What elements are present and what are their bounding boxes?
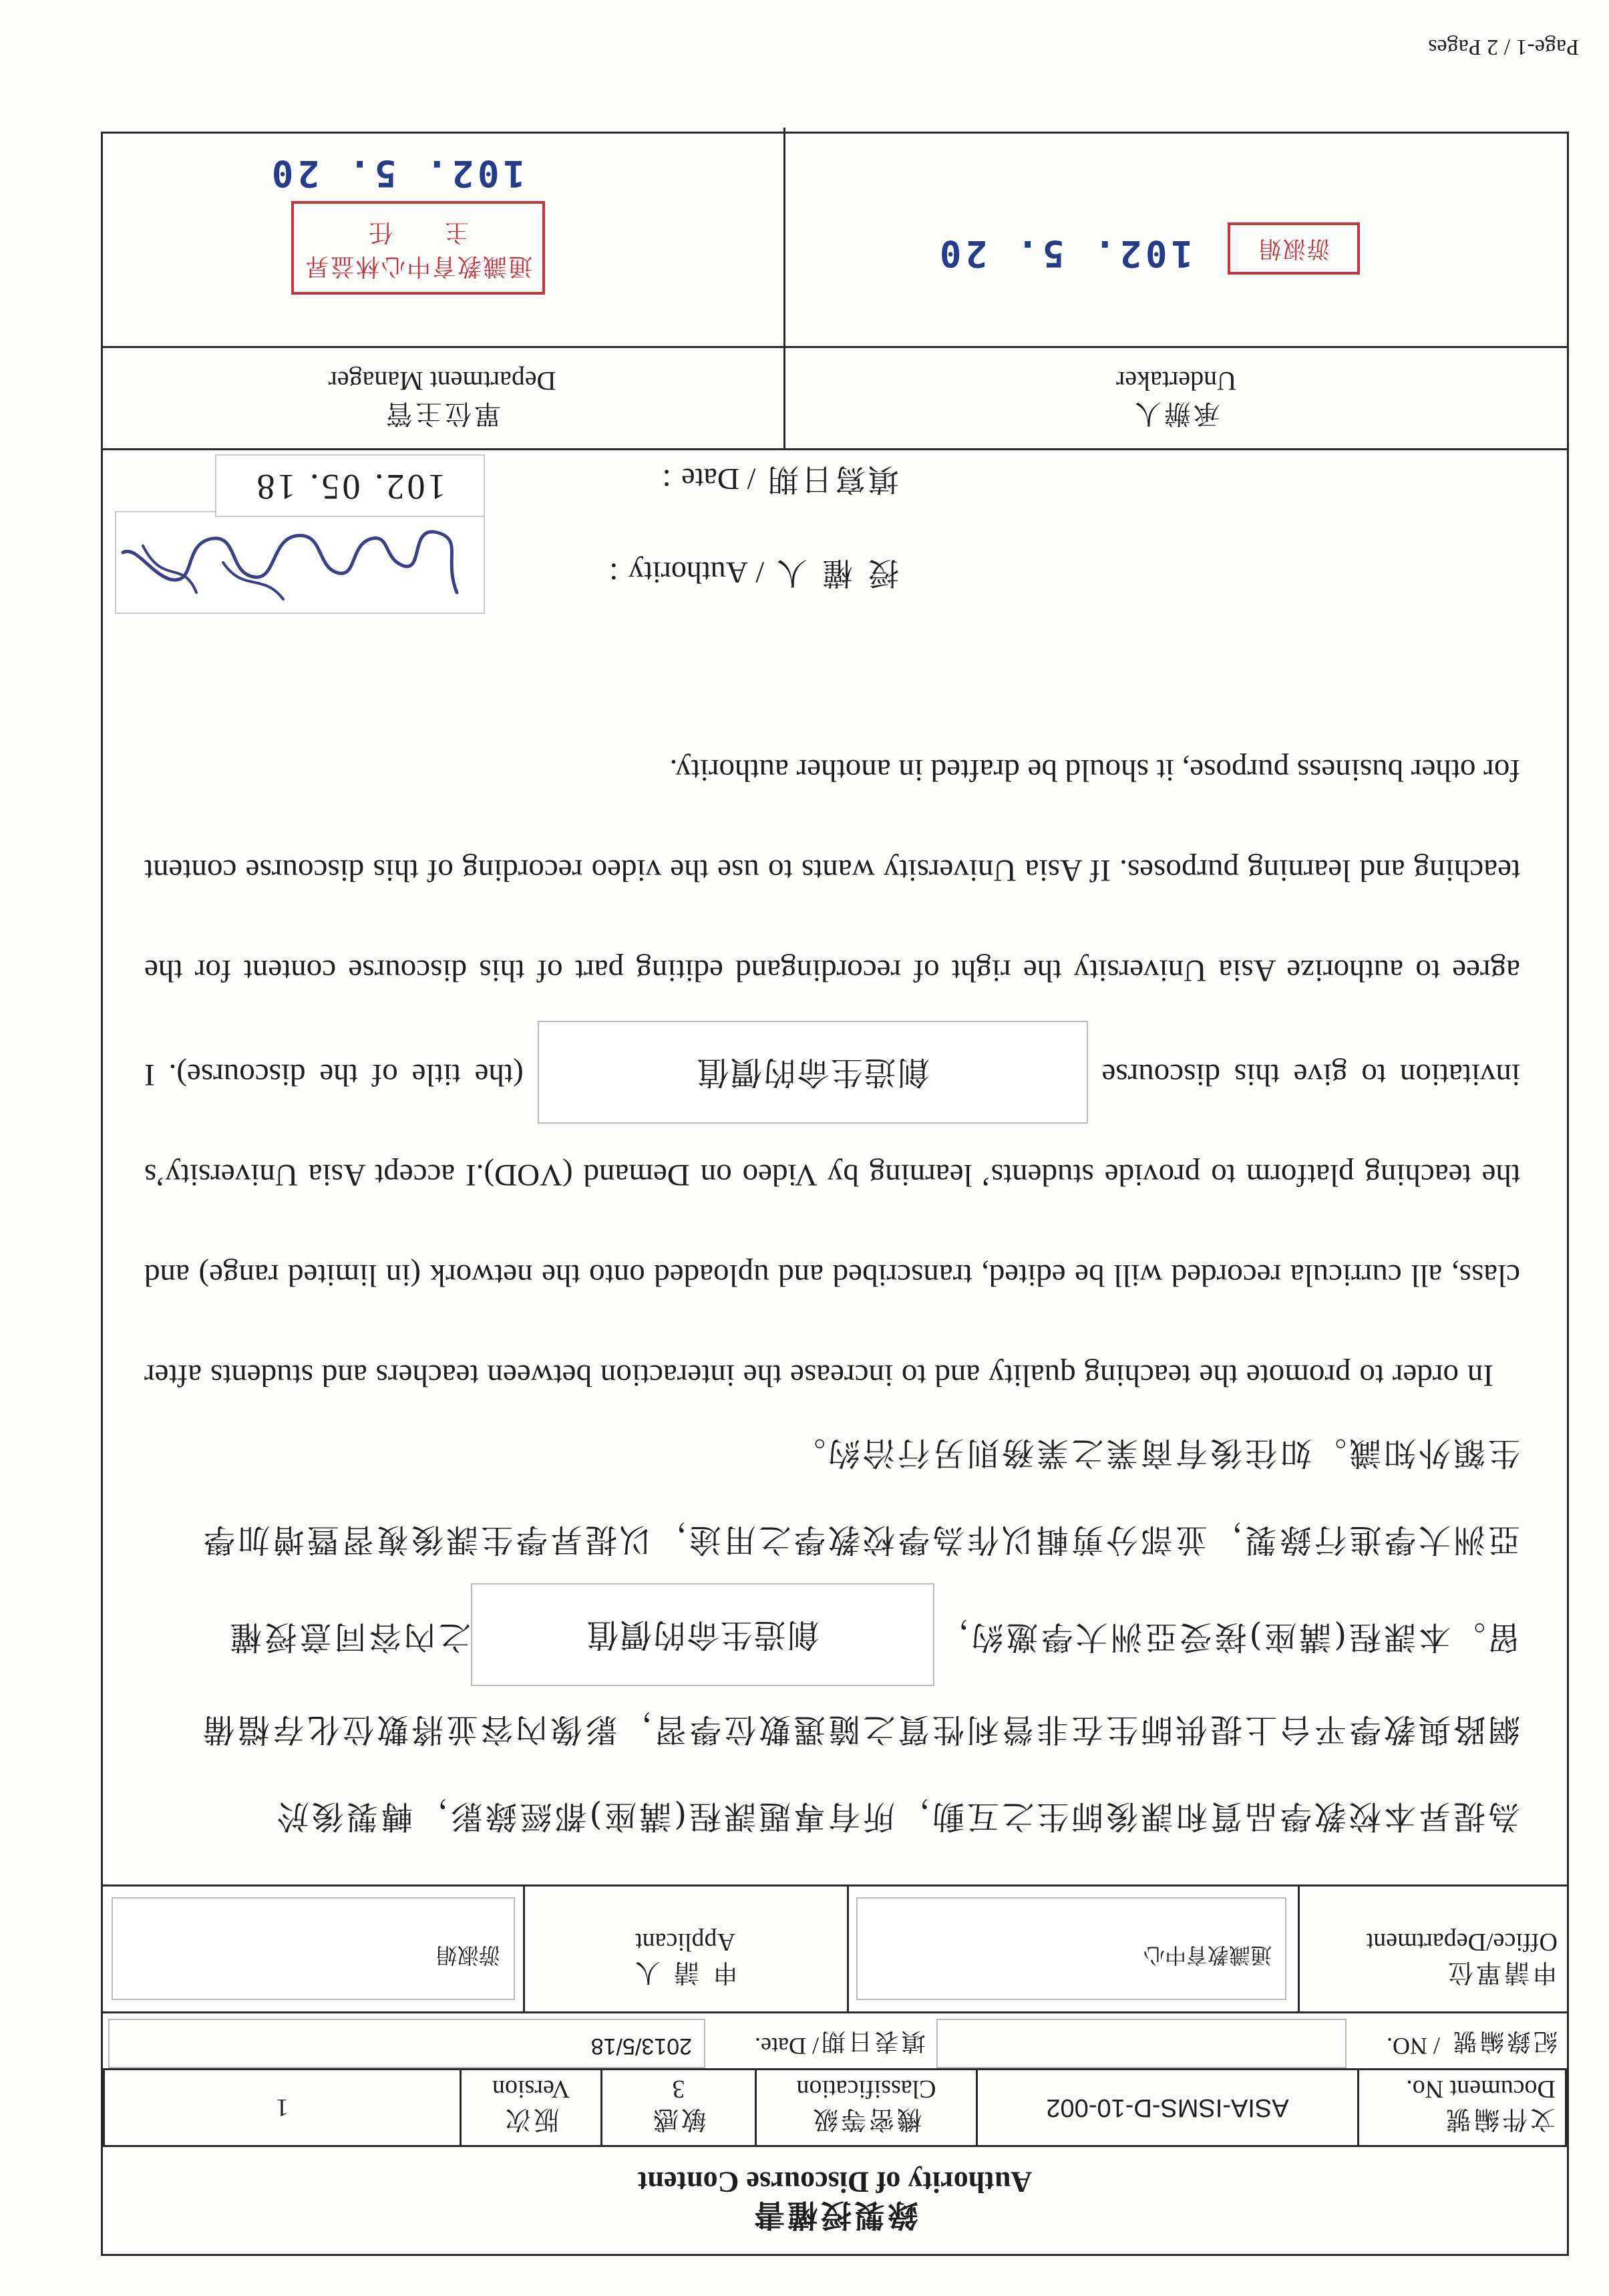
handwritten-signature-icon — [116, 512, 484, 613]
form-date-label-en: / Date. — [755, 2033, 819, 2060]
record-no-field[interactable] — [936, 2019, 1347, 2068]
classification-value: 敏感 3 — [602, 2070, 756, 2146]
doc-no-label: 文件編號 Document No. — [1359, 2070, 1566, 2146]
body-zh-line1: 為提昇本校教學品質和課後師生之互動，所有專題課程(講座)都經錄影，轉製後於 — [274, 1798, 1520, 1835]
record-no-label-zh: 紀錄編號 — [1450, 2027, 1558, 2055]
manager-stamp: 通識教育中心林益昇 主 任 — [291, 201, 545, 295]
undertaker-label: 承辦人 Undertaker — [1116, 366, 1236, 429]
office-label: 申請單位 Office/Department — [1366, 1928, 1558, 1987]
record-no-label-en: / NO. — [1387, 2033, 1440, 2060]
body-zh-line5: 生額外知識。如往後有商業之業務則另行洽約。 — [790, 1434, 1520, 1472]
undertaker-date: 102. 5. 20 — [935, 232, 1193, 275]
applicant-value: 游淑娟 — [435, 1943, 500, 1968]
manager-label: 單位主管 Department Manager — [328, 366, 556, 429]
header-table — [103, 2068, 1567, 2147]
course-title-field-en[interactable]: 創造生命的價值 — [538, 1021, 1088, 1124]
form-date-label-zh: 填表日期 — [818, 2027, 926, 2055]
record-row — [103, 2011, 1567, 2074]
body-zh-line2: 網路與教學平台上提供師生在非營利性質之隨選數位學習，影像內容並將數位化存檔備 — [200, 1711, 1520, 1748]
manager-date: 102. 5. 20 — [267, 152, 525, 194]
body-en-p2a: (the title of the discourse). I agree to authorize Asia University the right of recordingand editing part of this discourse — [144, 953, 1520, 1092]
title-zh: 錄製授權書 — [751, 2197, 918, 2233]
doc-no-value: ASIA-ISMS-D-10-002 — [977, 2070, 1359, 2146]
version-value: 1 — [104, 2070, 461, 2146]
authority-date-field[interactable]: 102. 05. 18 — [215, 454, 485, 517]
title-en: Authority of Discourse Content — [637, 2166, 1033, 2198]
body-zh — [144, 1410, 1520, 1860]
body-zh-line4: 亞洲大學進行錄製，並部分剪輯以作為學校教學之用途，以提昇學生課後複習暨增加學 — [200, 1521, 1520, 1559]
body-zh-line3: 留。本課程(講座)接受亞洲大學邀約，創造生命的價值之內容同意授權 — [144, 1583, 1520, 1686]
course-title-field-zh[interactable]: 創造生命的價值 — [471, 1583, 934, 1686]
authority-label: 授 權 人 / Authority ： — [590, 555, 899, 591]
page-number: Page-1 / 2 Pages — [1428, 35, 1579, 59]
form-frame — [101, 132, 1569, 2256]
version-label: 版次 Version — [461, 2070, 602, 2146]
body-en — [144, 720, 1520, 1426]
applicant-row — [103, 1884, 1567, 2013]
signoff-table — [103, 128, 1567, 450]
classification-label: 機密等級 Classification — [756, 2070, 977, 2146]
signoff-header-row — [103, 346, 1567, 448]
body-en-p2b: content for the teaching and learning purposes. If Asia University wants to use the video recording of this discourse content for other business purpose, it should be drafted in another authority. — [144, 752, 1520, 988]
office-field[interactable] — [856, 1897, 1286, 2000]
authority-signature-field[interactable] — [115, 511, 485, 614]
form-date-value: 2013/5/18 — [590, 2033, 692, 2059]
office-value: 通識教育中心 — [1143, 1943, 1272, 1968]
applicant-field[interactable] — [112, 1897, 515, 2000]
authority-date-label: 填寫日期 / Date ： — [643, 462, 899, 498]
applicant-label: 申 請 人 Applicant — [632, 1928, 739, 1987]
body-en-p1: In order to promote the teaching quality and to increase the interaction between teachers and students after class, all curricula recorded will be edited, transcribed and uploaded onto the network (in limited range) and the teaching platform to provide students’ learning by Video on Demand (VOD).I accept Asia University’s invitation to give this discourse — [144, 1057, 1520, 1393]
undertaker-stamp: 游淑娟 — [1228, 222, 1360, 275]
